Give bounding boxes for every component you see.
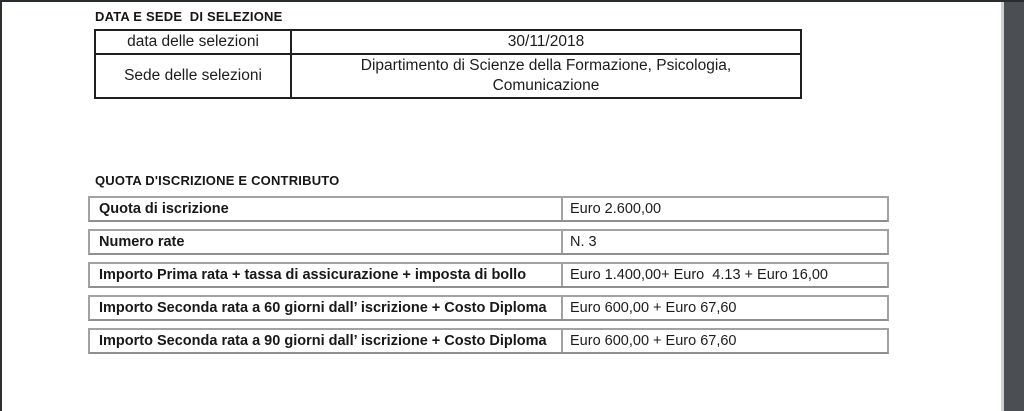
table-row xyxy=(96,31,800,55)
row-value: Euro 600,00 + Euro 67,60 xyxy=(561,297,887,319)
row-label: Quota di iscrizione xyxy=(99,201,229,217)
row-value xyxy=(292,55,800,97)
row-label: data delle selezioni xyxy=(96,31,292,55)
row-value: Euro 1.400,00+ Euro 4.13 + Euro 16,00 xyxy=(561,264,887,286)
fees-section-title: QUOTA D'ISCRIZIONE E CONTRIBUTO xyxy=(95,173,340,188)
table-row xyxy=(96,55,800,97)
row-value: 30/11/2018 xyxy=(292,31,800,55)
selection-section-title: DATA E SEDE DI SELEZIONE xyxy=(95,9,283,24)
row-value-text: Dipartimento di Scienze della Formazione, Psicologia, Comunicazione xyxy=(360,57,736,94)
row-label: Numero rate xyxy=(99,234,185,250)
table-row xyxy=(88,295,889,321)
page-top-edge xyxy=(0,0,1024,2)
fees-table xyxy=(88,196,889,361)
row-label: Importo Seconda rata a 90 giorni dall’ iscrizione + Costo Diploma xyxy=(99,333,547,349)
row-label: Importo Prima rata + tassa di assicurazione + imposta di bollo xyxy=(99,267,527,283)
viewer-background xyxy=(1004,0,1024,411)
table-row xyxy=(88,262,889,288)
table-row xyxy=(88,328,889,354)
row-value: Euro 2.600,00 xyxy=(561,198,887,220)
row-label: Sede delle selezioni xyxy=(96,55,292,97)
page-left-edge xyxy=(0,0,2,411)
row-label: Importo Seconda rata a 60 giorni dall’ iscrizione + Costo Diploma xyxy=(99,300,547,316)
row-value: N. 3 xyxy=(561,231,887,253)
row-value: Euro 600,00 + Euro 67,60 xyxy=(561,330,887,352)
table-row xyxy=(88,196,889,222)
selection-table xyxy=(94,29,802,99)
table-row xyxy=(88,229,889,255)
